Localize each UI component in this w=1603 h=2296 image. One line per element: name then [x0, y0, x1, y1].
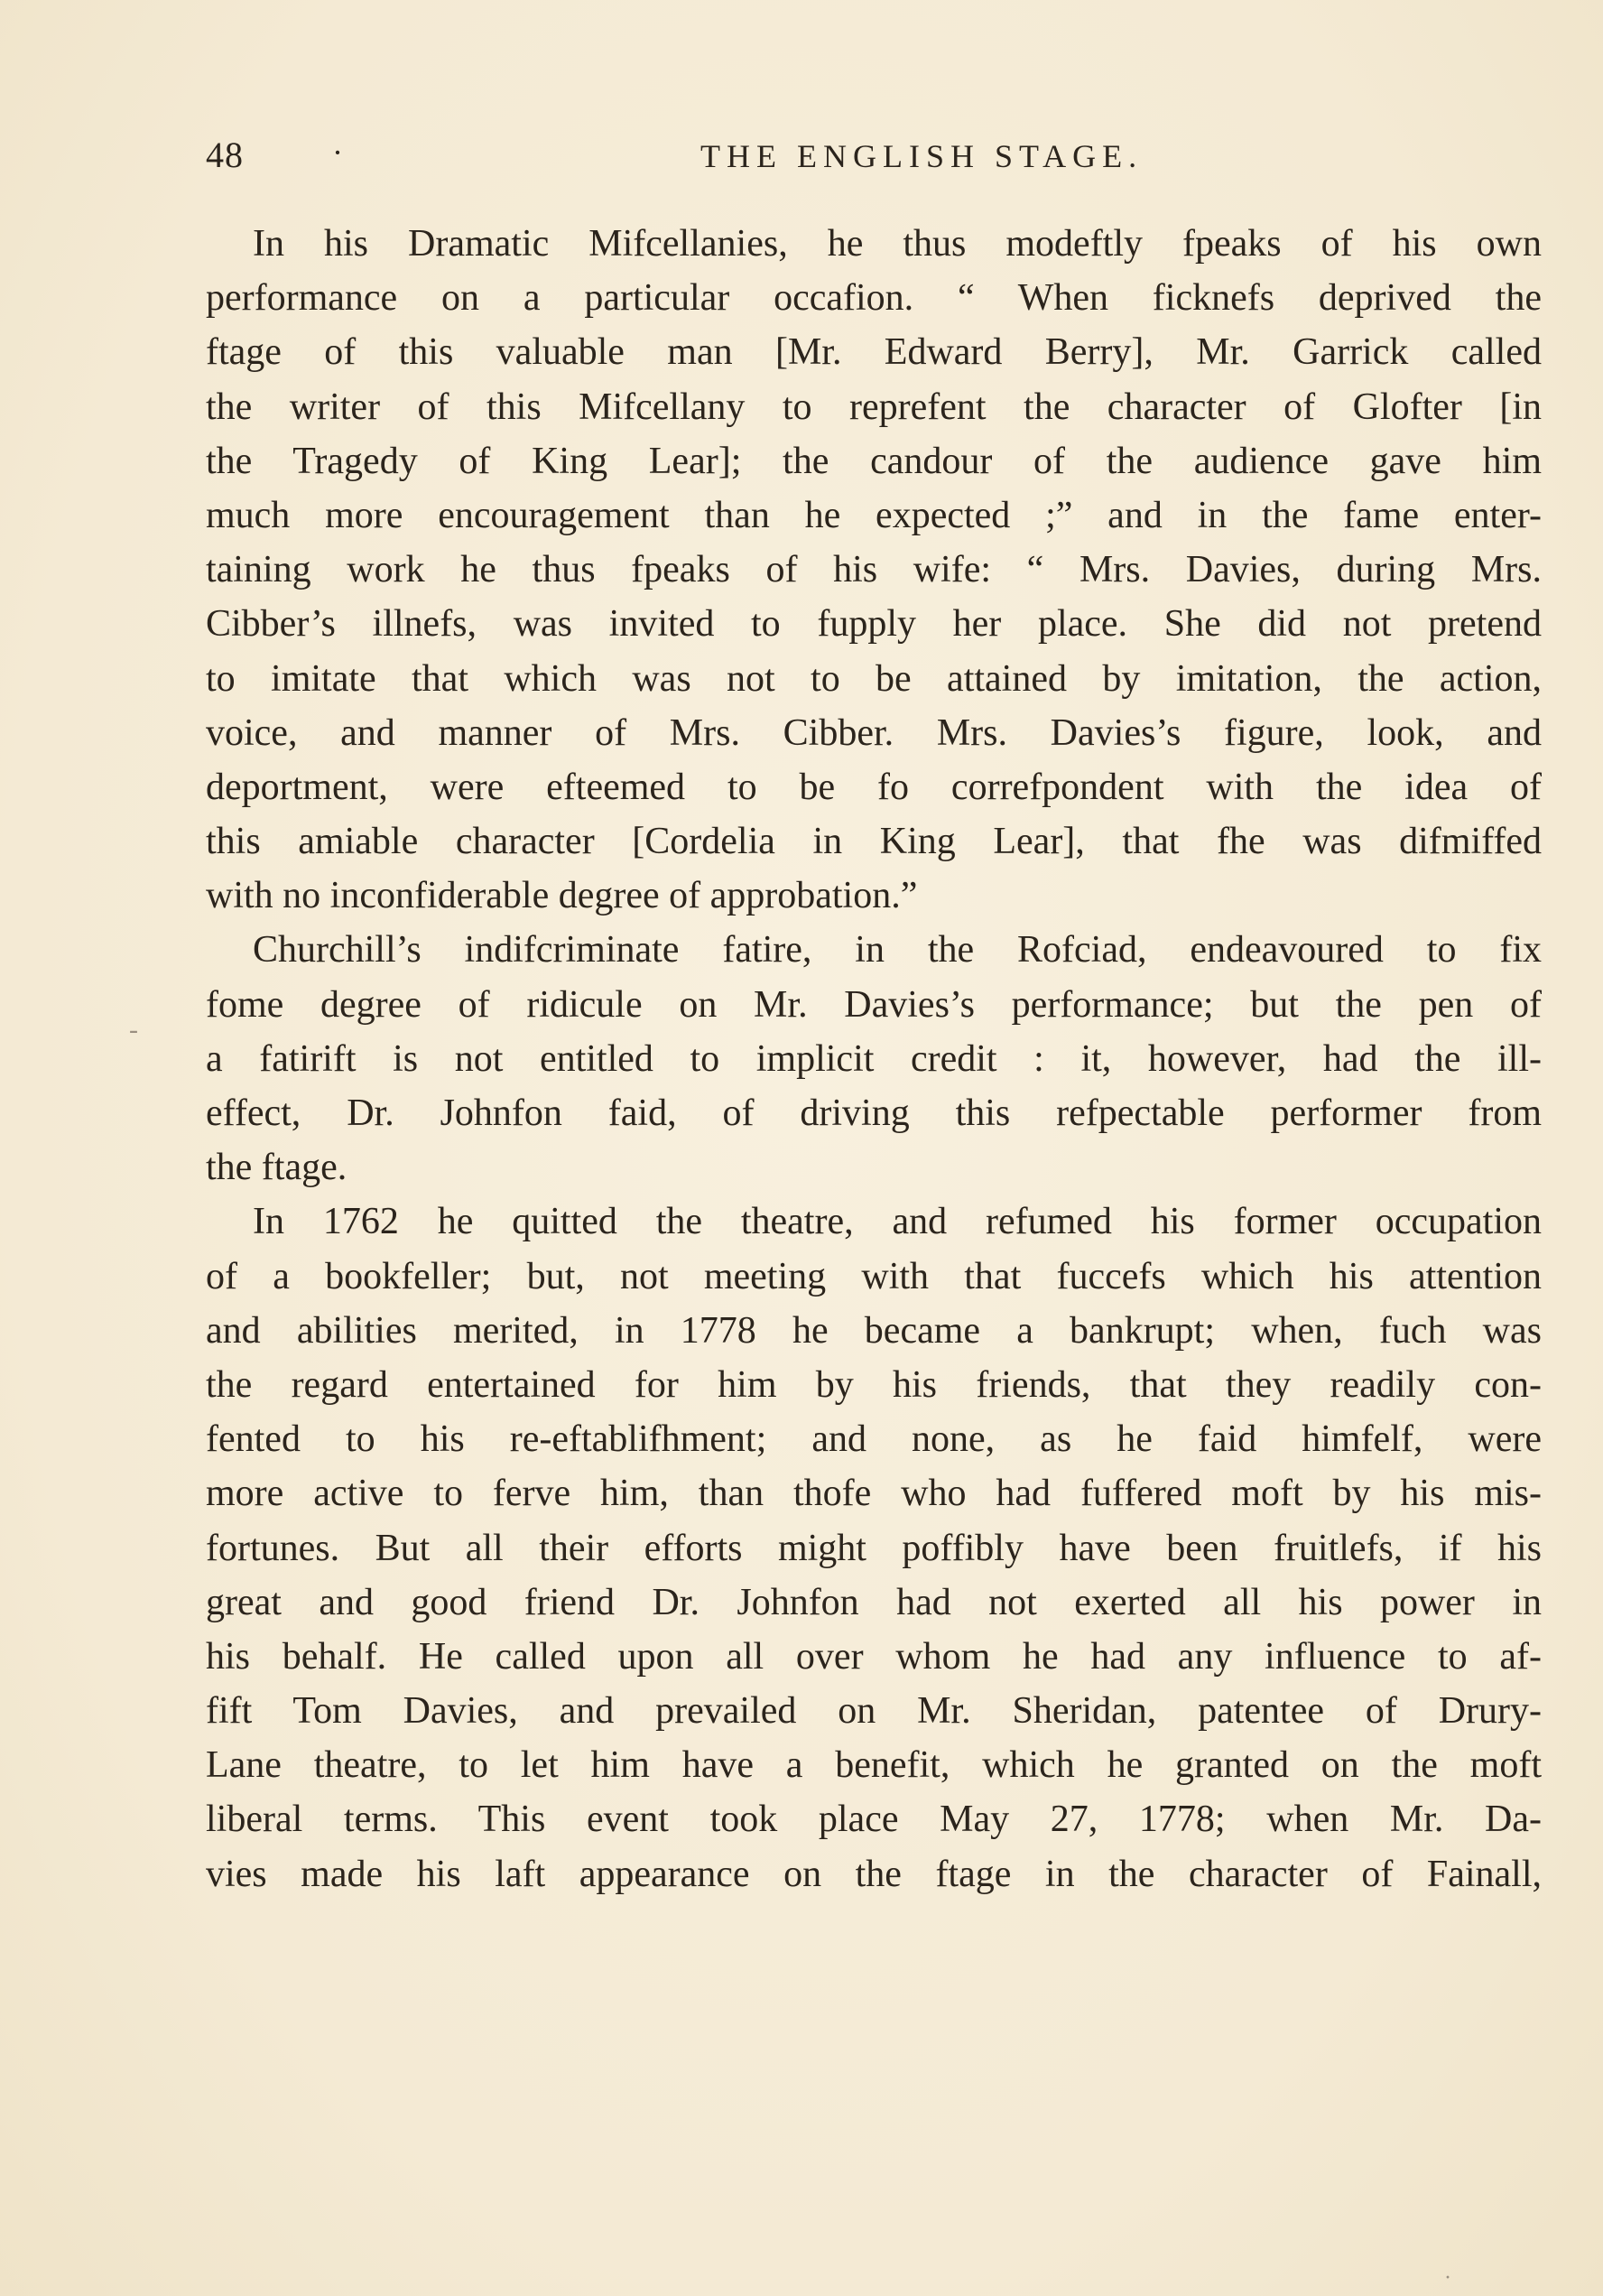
text-line: his behalf. He called upon all over whom he had any influence to af- — [206, 1635, 1542, 1678]
text-line: performance on a particular occafion. “ When ficknefs deprived the — [206, 277, 1542, 320]
text-line: Cibber’s illnefs, was invited to fupply her place. She did not pretend — [206, 603, 1542, 646]
text-line: ftage of this valuable man [Mr. Edward Berry], Mr. Garrick called — [206, 331, 1542, 374]
text-line: and abilities merited, in 1778 he became a bankrupt; when, fuch was — [206, 1309, 1542, 1352]
text-line: fented to his re-eftablifhment; and none, as he faid himfelf, were — [206, 1418, 1542, 1461]
text-line: the ftage. — [206, 1147, 347, 1189]
text-line: vies made his laft appearance on the ftage in the character of Fainall, — [206, 1853, 1542, 1895]
text-line: In 1762 he quitted the theatre, and refumed his former occupation — [253, 1201, 1542, 1243]
text-line: with no inconfiderable degree of approbation.” — [206, 875, 918, 917]
page-number: 48 — [206, 135, 244, 175]
margin-mark: - — [129, 1015, 138, 1045]
text-line: this amiable character [Cordelia in King Lear], that fhe was difmiffed — [206, 821, 1542, 863]
header-separator: · — [332, 135, 343, 171]
text-line: taining work he thus fpeaks of his wife: “ Mrs. Davies, during Mrs. — [206, 549, 1542, 591]
text-line: liberal terms. This event took place May 27, 1778; when Mr. Da- — [206, 1799, 1542, 1841]
text-line: the regard entertained for him by his friends, that they readily con- — [206, 1363, 1542, 1406]
text-line: the writer of this Mifcellany to reprefent the character of Glofter [in — [206, 386, 1542, 428]
text-line: a fatirift is not entitled to implicit credit : it, however, had the ill- — [206, 1037, 1542, 1080]
text-line: effect, Dr. Johnfon faid, of driving this refpectable performer from — [206, 1092, 1542, 1134]
body-text — [206, 217, 1542, 1901]
text-line: to imitate that which was not to be attained by imitation, the action, — [206, 657, 1542, 700]
text-line: much more encouragement than he expected ;” and in the fame enter- — [206, 494, 1542, 536]
page-header — [206, 134, 1542, 188]
text-line: fome degree of ridicule on Mr. Davies’s performance; but the pen of — [206, 983, 1542, 1026]
running-head: THE ENGLISH STAGE. — [700, 138, 1144, 174]
text-line: voice, and manner of Mrs. Cibber. Mrs. Davies’s figure, look, and — [206, 711, 1542, 754]
text-line: the Tragedy of King Lear]; the candour of the audience gave him — [206, 440, 1542, 482]
text-line: of a bookfeller; but, not meeting with that fuccefs which his attention — [206, 1255, 1542, 1297]
text-line: deportment, were efteemed to be fo correfpondent with the idea of — [206, 766, 1542, 808]
text-line: Churchill’s indifcriminate fatire, in the Rofciad, endeavoured to fix — [253, 929, 1542, 971]
text-line: fortunes. But all their efforts might poffibly have been fruitlefs, if his — [206, 1527, 1542, 1569]
text-line: more active to ferve him, than thofe who had fuffered moft by his mis- — [206, 1473, 1542, 1515]
text-line: Lane theatre, to let him have a benefit, which he granted on the moft — [206, 1744, 1542, 1787]
text-line: In his Dramatic Mifcellanies, he thus modeftly fpeaks of his own — [253, 223, 1542, 265]
corner-mark: · — [1444, 2266, 1451, 2290]
text-line: great and good friend Dr. Johnfon had not exerted all his power in — [206, 1581, 1542, 1623]
text-line: fift Tom Davies, and prevailed on Mr. Sheridan, patentee of Drury- — [206, 1690, 1542, 1733]
